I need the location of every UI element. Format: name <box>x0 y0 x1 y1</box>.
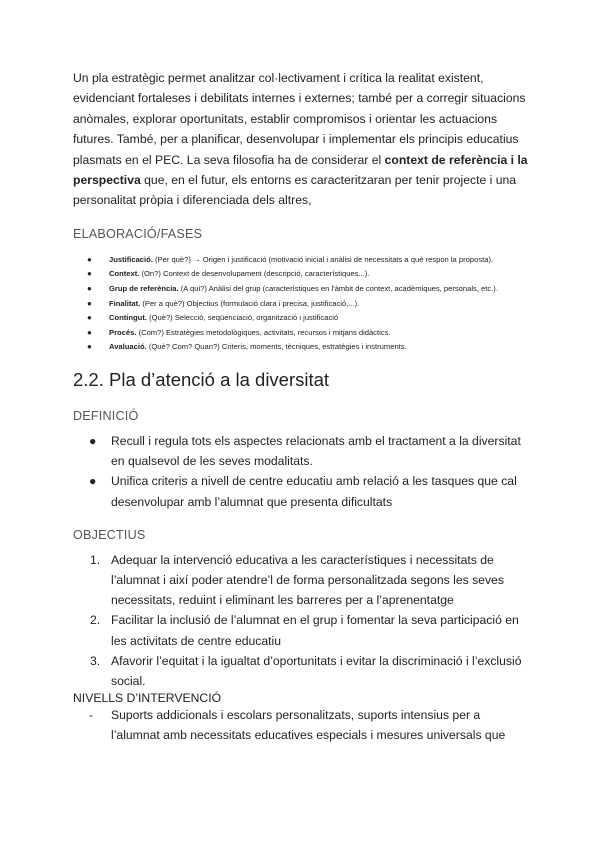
list-item <box>73 340 528 355</box>
item-text: (Per a què?) Objectius (formulació clara i precisa, justificació,...). <box>140 298 360 308</box>
objectius-label: OBJECTIUS <box>73 527 146 542</box>
list-item <box>73 311 528 326</box>
list-item <box>73 253 528 268</box>
list-item <box>73 326 528 341</box>
item-text: Afavorir l’equitat i la igualtat d’oportunitats i evitar la discriminació i l’exclusió social. <box>111 653 522 689</box>
item-text: (Per què?) → Origen i justificació (motivació inicial i anàlisi de necessitats a què respon la proposta). <box>152 254 494 264</box>
item-text: Adequar la intervenció educativa a les característiques i necessitats de l’alumnat i així poder atendre’l de forma personalitzada segons les seves necessitats, reduint i eliminant les barreres per a l’aprenentatge <box>111 552 504 608</box>
list-item <box>73 267 528 282</box>
item-text: Facilitar la inclusió de l’alumnat en el grup i fomentar la seva participació en les activitats de centre educatiu <box>111 613 519 648</box>
bullet-icon: ● <box>89 474 97 489</box>
item-text: (A qui?) Anàlisi del grup (característiques en l'àmbit de context, acadèmiques, personals, etc.). <box>178 284 498 294</box>
bullet-icon: ● <box>87 327 92 337</box>
item-term: Contingut. <box>109 313 147 323</box>
item-term: Grup de referència. <box>109 284 179 294</box>
section-heading: 2.2. Pla d’atenció a la diversitat <box>73 369 330 390</box>
item-term: Avaluació. <box>109 342 147 352</box>
list-item <box>73 705 528 745</box>
intro-text-before: Un pla estratègic permet analitzar col·lectivament i crítica la realitat existent, evidenciant fortaleses i debilitats internes i externes; també per a corregir situacions anòmales, explorar oportunitats, establir compromisos i orientar les actuacions futures. També, per a planificar, desenvolupar i implementar els principis educatius plasmats en el PEC. La seva filosofia ha de considerar el <box>73 71 526 167</box>
item-term: Justificació. <box>109 254 153 264</box>
item-text: (Què?) Selecció, seqüenciació, organització i justificació <box>146 313 339 323</box>
elaboracio-list <box>73 253 528 355</box>
bullet-icon: ● <box>87 269 92 279</box>
intro-text-after: que, en el futur, els entorns es caracteritzaran per tenir projecte i una personalitat pròpia i diferenciada dels altres, <box>73 173 517 208</box>
list-item <box>73 610 528 650</box>
item-text: (Què? Com? Quan?) Criteris, moments, tècniques, estratègies i instruments. <box>146 342 407 352</box>
bullet-icon: ● <box>87 298 92 308</box>
list-item <box>73 282 528 297</box>
item-text: (Com?) Estratègies metodològiques, activitats, recursos i mitjans didàctics. <box>136 327 391 337</box>
list-item <box>73 431 528 471</box>
list-item <box>73 651 528 691</box>
elaboracio-label: ELABORACIÓ/FASES <box>73 226 203 241</box>
bullet-icon: ● <box>89 434 97 448</box>
item-term: Context. <box>109 269 140 279</box>
definicio-list <box>73 431 528 512</box>
item-text: Suports addicionals i escolars personalitzats, suports intensius per a l’alumnat amb necessitats educatives especials i mesures universals que <box>111 708 506 743</box>
item-text: Recull i regula tots els aspectes relacionats amb el tractament a la diversitat en qualsevol de les seves modalitats. <box>111 434 521 469</box>
intro-paragraph <box>73 68 528 211</box>
list-number: 1. <box>90 552 101 567</box>
item-term: Finalitat. <box>109 298 141 308</box>
bullet-icon: ● <box>87 254 92 264</box>
objectius-list <box>73 550 528 691</box>
list-number: 2. <box>90 613 101 628</box>
list-item <box>73 297 528 312</box>
item-term: Procés. <box>109 327 137 337</box>
item-text: (On?) Context de desenvolupament (descripció, característiques...). <box>139 269 370 279</box>
intro-bold-text: context de referència i la perspectiva <box>73 152 528 188</box>
nivells-list <box>73 705 528 745</box>
definicio-label: DEFINICIÓ <box>73 409 139 423</box>
dash-icon: - <box>89 708 94 723</box>
list-item <box>73 471 528 511</box>
bullet-icon: ● <box>87 313 92 323</box>
bullet-icon: ● <box>87 284 92 294</box>
bullet-icon: ● <box>87 342 92 352</box>
list-number: 3. <box>90 653 101 668</box>
nivells-label: NIVELLS D’INTERVENCIÓ <box>73 691 222 706</box>
item-text: Unifica criteris a nivell de centre educatiu amb relació a les tasques que cal desenvolupar amb l’alumnat que presenta dificultats <box>111 474 517 509</box>
list-item <box>73 550 528 611</box>
